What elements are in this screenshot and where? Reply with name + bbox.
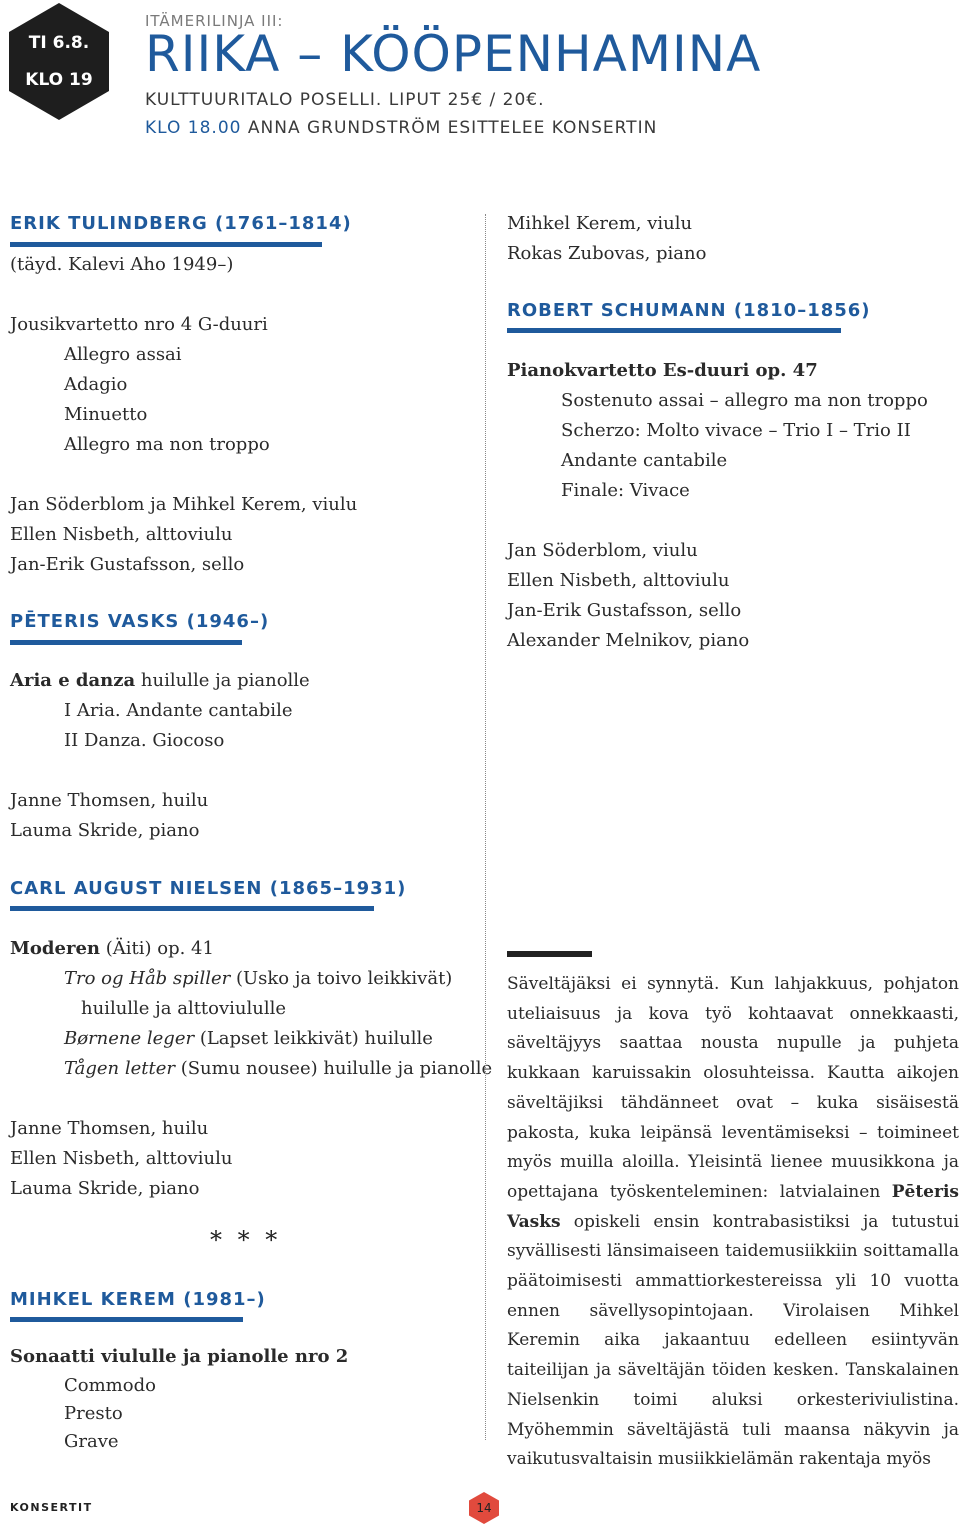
work-line: [10, 666, 310, 696]
movement: Finale: Vivace: [561, 480, 690, 501]
section-vasks: [10, 666, 310, 846]
performer: Rokas Zubovas, piano: [507, 243, 707, 264]
performer: Ellen Nisbeth, alttoviulu: [10, 524, 233, 545]
composer-underline: [10, 906, 374, 911]
performer: Jan-Erik Gustafsson, sello: [10, 554, 245, 575]
movement-translation: (Usko ja toivo leikkivät): [235, 968, 453, 989]
movement: Grave: [64, 1431, 119, 1452]
performer: Janne Thomsen, huilu: [10, 1118, 209, 1139]
work-title: Sonaatti viululle ja pianolle nro 2: [10, 1346, 349, 1367]
program-essay: [507, 970, 959, 1475]
section-kerem: [10, 1342, 348, 1456]
performer: Janne Thomsen, huilu: [10, 790, 209, 811]
column-divider: [485, 214, 486, 1440]
section-schumann: [507, 356, 928, 656]
movement: II Danza. Giocoso: [64, 730, 225, 751]
series-kicker: ITÄMERILINJA III:: [145, 12, 284, 30]
work-line: [10, 934, 492, 964]
completion-note: (täyd. Kalevi Aho 1949–): [10, 254, 234, 275]
kerem-performers: [507, 209, 706, 269]
date-badge: [9, 3, 109, 120]
essay-text: opiskeli ensin kontrabasistiksi ja tutustui syvällisesti länsimaiseen taidemusiikkiin soittamalla päätoimisesti ammattiorkestereissa yli 10 vuotta ennen sävellysopintojaan. Virolaisen Mihkel Keremin aika jakaantuu edelleen esiintyvän taiteilijan ja säveltäjän töiden kesken. Tanskalainen Nielsenkin toimi aluksi orkesteriviulistina. Myöhemmin säveltäjästä tuli maansa näkyvin ja vaikutusvaltaisin musiikkielämän rakentaja myös: [507, 1211, 959, 1470]
movement: Allegro assai: [64, 344, 182, 365]
composer-heading-schumann: ROBERT SCHUMANN (1810–1856): [507, 300, 871, 321]
movement: Allegro ma non troppo: [64, 434, 270, 455]
work-title: Moderen: [10, 938, 100, 959]
composer-heading-nielsen: CARL AUGUST NIELSEN (1865–1931): [10, 878, 407, 899]
venue-line: KULTTUURITALO POSELLI. LIPUT 25€ / 20€.: [145, 90, 545, 110]
performer: Alexander Melnikov, piano: [507, 630, 750, 651]
composer-heading-tulindberg: ERIK TULINDBERG (1761–1814): [10, 213, 352, 234]
work-opus: (Äiti) op. 41: [105, 938, 214, 959]
movement-title: Børnene leger: [64, 1028, 195, 1049]
movement: Andante cantabile: [561, 450, 728, 471]
composer-heading-kerem: MIHKEL KEREM (1981–): [10, 1289, 266, 1310]
performer: Ellen Nisbeth, alttoviulu: [507, 570, 730, 591]
footer-section-label: KONSERTIT: [10, 1501, 93, 1514]
work-title: Aria e danza: [10, 670, 136, 691]
section-tulindberg: [10, 250, 357, 580]
pre-talk-line: [145, 118, 657, 138]
badge-day: TI 6.8.: [28, 33, 90, 53]
movement-title: Tågen letter: [64, 1058, 175, 1079]
performer: Lauma Skride, piano: [10, 820, 200, 841]
movement-translation: (Lapset leikkivät) huilulle: [199, 1028, 433, 1049]
movement: Minuetto: [64, 404, 148, 425]
page-title: RIIKA – KÖÖPENHAMINA: [145, 25, 762, 83]
movement: I Aria. Andante cantabile: [64, 700, 293, 721]
composer-underline: [10, 640, 242, 645]
composer-heading-vasks: PĒTERIS VASKS (1946–): [10, 611, 270, 632]
movement: Scherzo: Molto vivace – Trio I – Trio II: [561, 420, 911, 441]
movement: Presto: [64, 1403, 123, 1424]
work-title: Pianokvartetto Es-duuri op. 47: [507, 360, 818, 381]
composer-underline: [507, 328, 841, 333]
movement: [10, 1024, 492, 1054]
performer: Jan Söderblom, viulu: [507, 540, 698, 561]
page-number: 14: [476, 1501, 492, 1515]
performer: Lauma Skride, piano: [10, 1178, 200, 1199]
badge-time: KLO 19: [25, 70, 93, 90]
work-instrumentation: huilulle ja pianolle: [140, 670, 310, 691]
intermission-separator: * * *: [210, 1226, 282, 1254]
movement: [10, 964, 492, 994]
movement: [10, 1054, 492, 1084]
movement-continuation: huilulle ja alttoviululle: [81, 998, 287, 1019]
composer-underline: [10, 1317, 243, 1322]
performer: Mihkel Kerem, viulu: [507, 213, 693, 234]
performer: Jan-Erik Gustafsson, sello: [507, 600, 742, 621]
pre-talk-time: KLO 18.00: [145, 118, 242, 138]
section-nielsen: [10, 934, 492, 1204]
performer: Jan Söderblom ja Mihkel Kerem, viulu: [10, 494, 358, 515]
composer-underline: [10, 242, 322, 247]
movement: Sostenuto assai – allegro ma non troppo: [561, 390, 928, 411]
movement-translation: (Sumu nousee) huilulle ja pianolle: [180, 1058, 493, 1079]
pre-talk-text: ANNA GRUNDSTRÖM ESITTELEE KONSERTIN: [247, 118, 658, 138]
movement: Commodo: [64, 1375, 156, 1396]
movement-title: Tro og Håb spiller: [64, 968, 231, 989]
work-title: Jousikvartetto nro 4 G-duuri: [10, 314, 268, 335]
essay-name-highlight: Pēteris Vasks: [507, 1181, 959, 1232]
essay-rule: [507, 951, 592, 957]
movement: Adagio: [64, 374, 128, 395]
essay-text: Säveltäjäksi ei synnytä. Kun lahjakkuus, pohjaton uteliaisuus ja kova työ kohtaavat onnekkaasti, säveltäjyys saattaa nousta nupulle ja puhjeta kukkaan karuissakin olosuhteissa. Kautta aikojen säveltäjiksi tähdänneet ovat – kuka sisäisestä pakosta, kuka leipänsä leventämiseksi – toimineet myös muilla aloilla. Yleisintä lienee muusikkona ja opettajana työskenteleminen: latvialainen: [507, 974, 959, 1202]
performer: Ellen Nisbeth, alttoviulu: [10, 1148, 233, 1169]
